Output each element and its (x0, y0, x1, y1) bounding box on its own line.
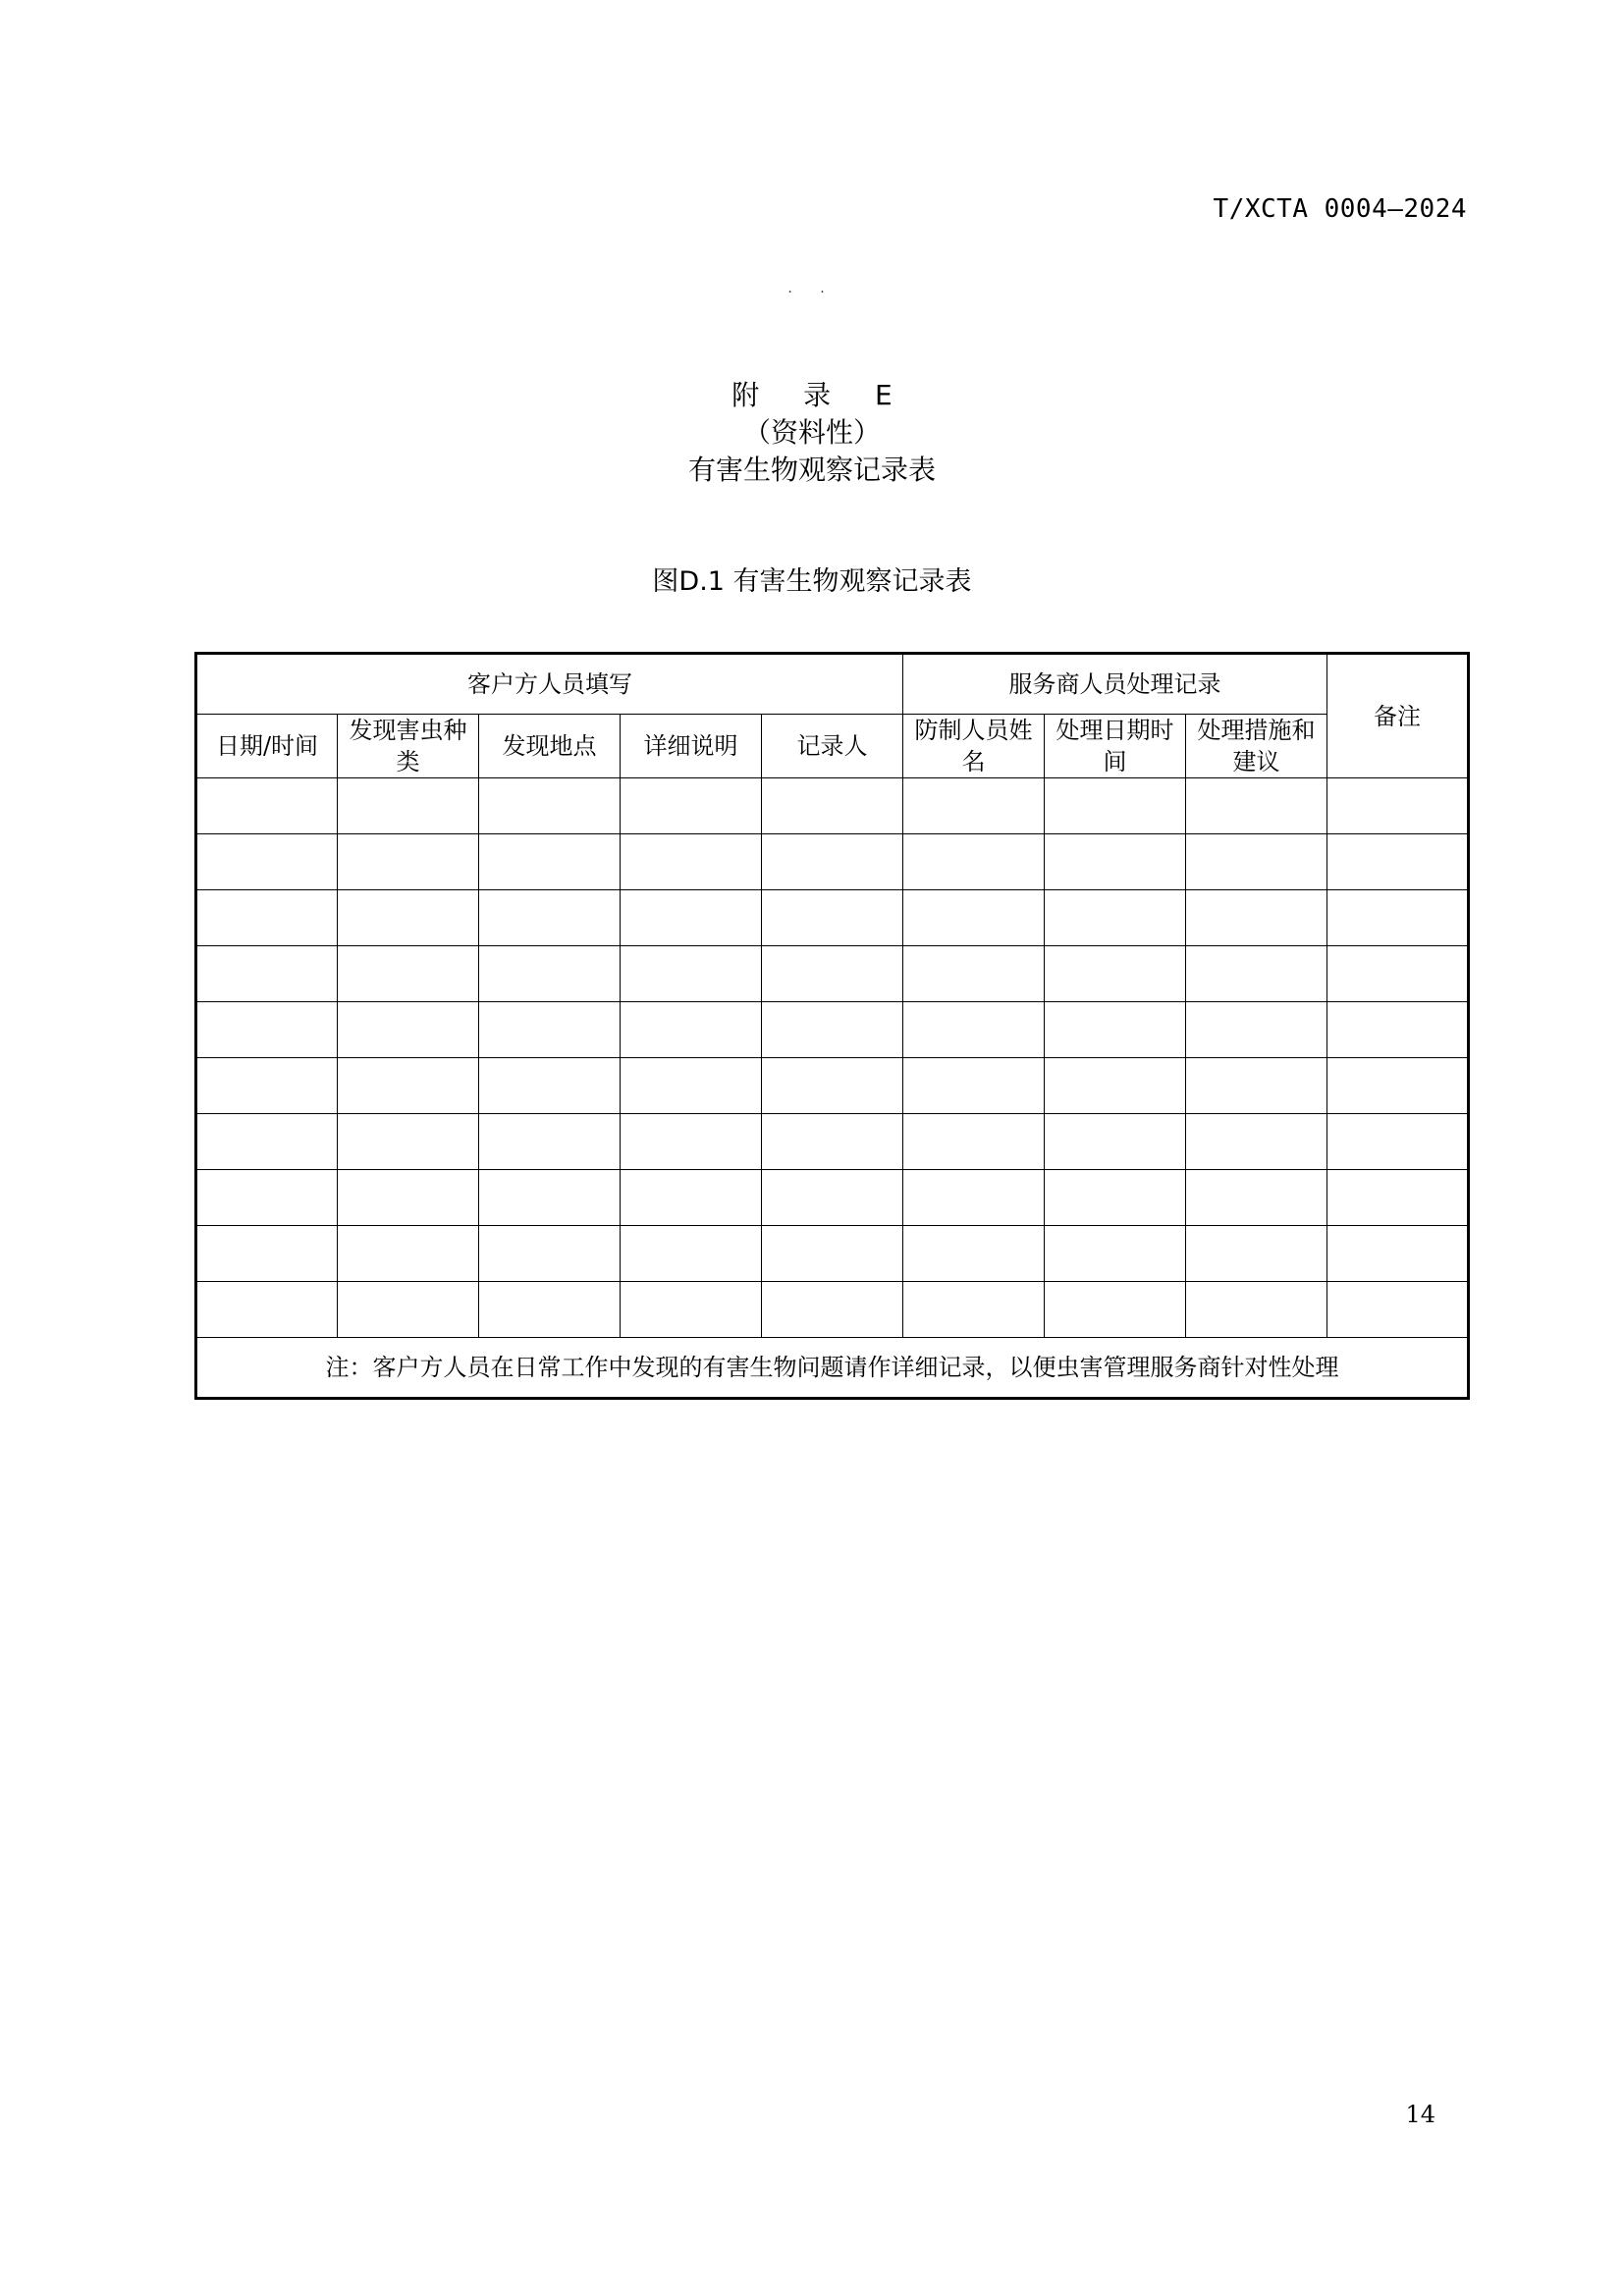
table-cell[interactable] (762, 778, 903, 834)
table-cell[interactable] (903, 1226, 1045, 1282)
table-cell[interactable] (621, 1170, 762, 1226)
table-cell[interactable] (1327, 834, 1469, 890)
table-cell[interactable] (196, 1226, 338, 1282)
table-note-row (196, 1338, 1469, 1399)
table-cell[interactable] (196, 946, 338, 1002)
column-header: 防制人员姓名 (903, 715, 1045, 778)
table-cell[interactable] (338, 890, 479, 946)
table-cell[interactable] (1045, 1002, 1186, 1058)
table-cell[interactable] (1045, 946, 1186, 1002)
table-row (196, 890, 1469, 946)
table-cell[interactable] (479, 834, 621, 890)
table-cell[interactable] (196, 1282, 338, 1338)
table-row (196, 946, 1469, 1002)
table-row (196, 834, 1469, 890)
table-cell[interactable] (903, 946, 1045, 1002)
table-cell[interactable] (1186, 1170, 1327, 1226)
table-cell[interactable] (1186, 1114, 1327, 1170)
table-cell[interactable] (903, 834, 1045, 890)
table-cell[interactable] (1186, 1226, 1327, 1282)
column-header: 日期/时间 (196, 715, 338, 778)
table-cell[interactable] (1045, 778, 1186, 834)
table-cell[interactable] (762, 834, 903, 890)
document-number: T/XCTA 0004—2024 (1213, 194, 1467, 224)
table-cell[interactable] (338, 834, 479, 890)
column-header: 发现害虫种类 (338, 715, 479, 778)
table-cell[interactable] (1327, 1002, 1469, 1058)
group-header-client: 客户方人员填写 (196, 654, 903, 715)
table-cell[interactable] (1186, 1058, 1327, 1114)
table-cell[interactable] (196, 1170, 338, 1226)
table-cell[interactable] (621, 1002, 762, 1058)
table-cell[interactable] (762, 1058, 903, 1114)
table-row (196, 1058, 1469, 1114)
header-remarks: 备注 (1327, 654, 1469, 778)
table-cell[interactable] (1327, 1058, 1469, 1114)
pest-observation-table (194, 652, 1470, 1400)
column-header: 发现地点 (479, 715, 621, 778)
table-cell[interactable] (903, 1170, 1045, 1226)
table-note: 注：客户方人员在日常工作中发现的有害生物问题请作详细记录，以便虫害管理服务商针对性处理 (196, 1338, 1469, 1399)
appendix-heading (0, 377, 1624, 489)
table-cell[interactable] (1045, 1282, 1186, 1338)
table-cell[interactable] (903, 890, 1045, 946)
table-row (196, 1170, 1469, 1226)
table-group-header-row (196, 654, 1469, 715)
column-header: 记录人 (762, 715, 903, 778)
table-cell[interactable] (1186, 834, 1327, 890)
table-cell[interactable] (762, 890, 903, 946)
table-cell[interactable] (196, 1058, 338, 1114)
table-cell[interactable] (338, 1114, 479, 1170)
appendix-type: （资料性） (742, 416, 881, 449)
table-cell[interactable] (621, 778, 762, 834)
table-cell[interactable] (903, 1058, 1045, 1114)
table-cell[interactable] (338, 1058, 479, 1114)
table-cell[interactable] (1327, 1170, 1469, 1226)
table-row (196, 778, 1469, 834)
table-cell[interactable] (196, 778, 338, 834)
appendix-title: 有害生物观察记录表 (687, 454, 936, 486)
table-cell[interactable] (479, 1282, 621, 1338)
table-row (196, 1002, 1469, 1058)
column-header: 详细说明 (621, 715, 762, 778)
table-cell[interactable] (621, 1226, 762, 1282)
table-cell[interactable] (479, 1114, 621, 1170)
table-cell[interactable] (903, 1002, 1045, 1058)
table-cell[interactable] (1045, 1114, 1186, 1170)
decorative-dots: · · (787, 285, 837, 300)
table-cell[interactable] (621, 890, 762, 946)
page-number: 14 (1405, 2101, 1435, 2128)
table-cell[interactable] (621, 834, 762, 890)
table-cell[interactable] (1186, 1002, 1327, 1058)
table-cell[interactable] (479, 1226, 621, 1282)
appendix-label: 附 录 E (731, 379, 910, 411)
table-cell[interactable] (1045, 890, 1186, 946)
table-cell[interactable] (338, 946, 479, 1002)
table-cell[interactable] (196, 834, 338, 890)
table-row (196, 1226, 1469, 1282)
figure-title: 图D.1 有害生物观察记录表 (652, 566, 972, 597)
table-cell[interactable] (1186, 890, 1327, 946)
table-cell[interactable] (903, 1114, 1045, 1170)
table-cell[interactable] (903, 1282, 1045, 1338)
table-cell[interactable] (1186, 1282, 1327, 1338)
table-cell[interactable] (479, 1002, 621, 1058)
table-cell[interactable] (621, 946, 762, 1002)
table-cell[interactable] (621, 1282, 762, 1338)
column-header: 处理日期时间 (1045, 715, 1186, 778)
table-cell[interactable] (1327, 1226, 1469, 1282)
table-cell[interactable] (338, 778, 479, 834)
table-cell[interactable] (1327, 778, 1469, 834)
table-cell[interactable] (762, 1282, 903, 1338)
table-cell[interactable] (479, 890, 621, 946)
column-header: 处理措施和建议 (1186, 715, 1327, 778)
table-column-header-row (196, 715, 1469, 778)
table-cell[interactable] (1327, 1114, 1469, 1170)
table-cell[interactable] (1045, 1226, 1186, 1282)
table-cell[interactable] (196, 1002, 338, 1058)
table-cell[interactable] (479, 1058, 621, 1114)
table-row (196, 1282, 1469, 1338)
table-cell[interactable] (1045, 1170, 1186, 1226)
table-cell[interactable] (1327, 1282, 1469, 1338)
table-cell[interactable] (338, 1226, 479, 1282)
table-cell[interactable] (196, 890, 338, 946)
table-cell[interactable] (762, 1002, 903, 1058)
table-cell[interactable] (196, 1114, 338, 1170)
table-cell[interactable] (621, 1114, 762, 1170)
table-cell[interactable] (762, 946, 903, 1002)
group-header-provider: 服务商人员处理记录 (903, 654, 1327, 715)
table-cell[interactable] (621, 1058, 762, 1114)
table-cell[interactable] (762, 1226, 903, 1282)
table-row (196, 1114, 1469, 1170)
table-cell[interactable] (479, 778, 621, 834)
table-cell[interactable] (1186, 778, 1327, 834)
table-cell[interactable] (1045, 834, 1186, 890)
table-cell[interactable] (762, 1114, 903, 1170)
table-cell[interactable] (479, 946, 621, 1002)
table-cell[interactable] (1327, 890, 1469, 946)
table-cell[interactable] (903, 778, 1045, 834)
table-cell[interactable] (338, 1002, 479, 1058)
table-cell[interactable] (338, 1282, 479, 1338)
table-cell[interactable] (1045, 1058, 1186, 1114)
table-cell[interactable] (479, 1170, 621, 1226)
table-cell[interactable] (1186, 946, 1327, 1002)
table-cell[interactable] (762, 1170, 903, 1226)
table-cell[interactable] (1327, 946, 1469, 1002)
table-cell[interactable] (338, 1170, 479, 1226)
